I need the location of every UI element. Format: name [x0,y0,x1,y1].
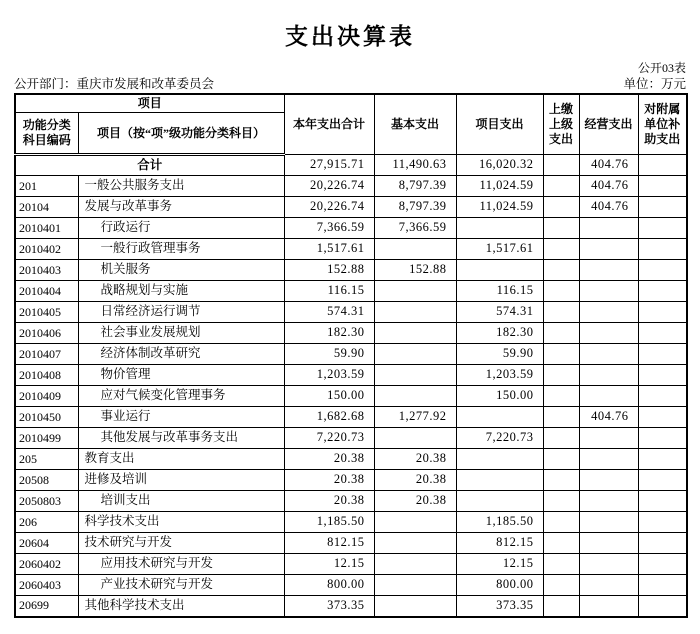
item-name-cell: 应用技术研究与开发 [78,554,284,575]
basic-expenditure-cell [374,323,456,344]
item-name-cell: 行政运行 [78,218,284,239]
project-expenditure-cell: 812.15 [456,533,543,554]
table-row [15,218,687,239]
subsidy-expenditure-cell [638,386,687,407]
operating-expenditure-cell [579,554,638,575]
project-expenditure-cell [456,407,543,428]
upper-level-expenditure-cell [543,260,579,281]
project-expenditure-cell [456,449,543,470]
table-row [15,260,687,281]
project-expenditure-cell: 1,185.50 [456,512,543,533]
subsidy-expenditure-cell [638,344,687,365]
item-name-cell: 其他科学技术支出 [78,596,284,617]
subsidy-expenditure-cell [638,260,687,281]
table-row [15,344,687,365]
basic-expenditure-cell [374,386,456,407]
total-expenditure-cell: 373.35 [284,596,374,617]
basic-expenditure-cell [374,512,456,533]
basic-expenditure-cell [374,554,456,575]
function-code-cell: 2010409 [15,386,78,407]
upper-level-expenditure-cell [543,470,579,491]
table-row [15,176,687,197]
function-code-cell: 201 [15,176,78,197]
department-label: 公开部门：重庆市发展和改革委员会 [14,77,215,91]
table-row [15,470,687,491]
operating-expenditure-cell [579,365,638,386]
table-row [15,596,687,617]
item-name-cell: 技术研究与开发 [78,533,284,554]
operating-expenditure-cell [579,449,638,470]
table-row [15,302,687,323]
function-code-cell: 2010406 [15,323,78,344]
total-expenditure-cell: 150.00 [284,386,374,407]
operating-expenditure-cell [579,533,638,554]
upper-level-expenditure-cell [543,491,579,512]
total-expenditure-cell: 152.88 [284,260,374,281]
operating-expenditure-cell [579,323,638,344]
upper-level-expenditure-cell [543,575,579,596]
table-row [15,491,687,512]
page-title: 支出决算表 [285,24,415,49]
basic-expenditure-cell [374,281,456,302]
subsidy-expenditure-cell [638,281,687,302]
table-row [15,554,687,575]
item-name-cell: 进修及培训 [78,470,284,491]
project-expenditure-cell: 59.90 [456,344,543,365]
operating-expenditure-cell [579,470,638,491]
operating-expenditure-cell [579,239,638,260]
function-code-cell: 2010405 [15,302,78,323]
upper-level-expenditure-cell [543,596,579,617]
item-name-cell: 其他发展与改革事务支出 [78,428,284,449]
total-expenditure-cell: 7,366.59 [284,218,374,239]
total-expenditure-cell: 20,226.74 [284,176,374,197]
project-expenditure-cell [456,491,543,512]
function-code-cell: 2050803 [15,491,78,512]
basic-expenditure-cell [374,239,456,260]
subsidy-expenditure-cell [638,512,687,533]
table-row [15,428,687,449]
total-expenditure-cell: 1,682.68 [284,407,374,428]
item-name-cell: 应对气候变化管理事务 [78,386,284,407]
item-name-cell: 一般公共服务支出 [78,176,284,197]
header-project-group: 项目 [15,94,284,113]
function-code-cell: 2060402 [15,554,78,575]
table-row [15,281,687,302]
item-name-cell: 日常经济运行调节 [78,302,284,323]
subsidy-expenditure-cell [638,533,687,554]
total-expenditure-cell: 116.15 [284,281,374,302]
project-expenditure-cell: 12.15 [456,554,543,575]
subsidy-expenditure-cell [638,407,687,428]
table-row [15,323,687,344]
operating-expenditure-cell [579,575,638,596]
upper-level-expenditure-cell [543,281,579,302]
subsidy-expenditure-cell [638,365,687,386]
function-code-cell: 2010450 [15,407,78,428]
operating-expenditure-cell [579,260,638,281]
upper-level-expenditure-cell [543,302,579,323]
upper-level-expenditure-cell [543,218,579,239]
project-expenditure-cell [456,260,543,281]
upper-level-expenditure-cell [543,386,579,407]
total-label: 合计 [15,155,284,176]
total-expenditure-cell: 7,220.73 [284,428,374,449]
project-expenditure-cell: 574.31 [456,302,543,323]
operating-expenditure-cell [579,281,638,302]
upper-level-expenditure-cell [543,239,579,260]
table-row [15,407,687,428]
subsidy-expenditure-cell [638,470,687,491]
total-expenditure-cell: 812.15 [284,533,374,554]
item-name-cell: 科学技术支出 [78,512,284,533]
header-item-name: 项目（按“项”级功能分类科目） [78,113,284,155]
function-code-cell: 2060403 [15,575,78,596]
table-row [15,449,687,470]
total-expenditure-cell: 20,226.74 [284,197,374,218]
function-code-cell: 2010408 [15,365,78,386]
function-code-cell: 2010403 [15,260,78,281]
project-expenditure-cell: 116.15 [456,281,543,302]
total-expenditure-cell: 1,203.59 [284,365,374,386]
table-body [15,155,687,617]
function-code-cell: 20104 [15,197,78,218]
subsidy-expenditure-cell [638,197,687,218]
project-expenditure-cell: 373.35 [456,596,543,617]
basic-expenditure-cell: 7,366.59 [374,218,456,239]
basic-expenditure-cell [374,302,456,323]
basic-expenditure-cell [374,365,456,386]
upper-level-expenditure-cell [543,176,579,197]
project-expenditure-cell: 800.00 [456,575,543,596]
total-row [15,155,687,176]
function-code-cell: 20604 [15,533,78,554]
item-name-cell: 社会事业发展规划 [78,323,284,344]
upper-level-expenditure-cell [543,197,579,218]
total-expenditure-cell: 20.38 [284,470,374,491]
item-name-cell: 产业技术研究与开发 [78,575,284,596]
basic-expenditure-cell [374,533,456,554]
basic-expenditure-cell [374,596,456,617]
basic-expenditure-cell: 8,797.39 [374,197,456,218]
operating-expenditure-cell [579,344,638,365]
total-upper [543,155,579,176]
function-code-cell: 20699 [15,596,78,617]
upper-level-expenditure-cell [543,449,579,470]
basic-expenditure-cell: 20.38 [374,449,456,470]
upper-level-expenditure-cell [543,344,579,365]
subsidy-expenditure-cell [638,596,687,617]
total-operating: 404.76 [579,155,638,176]
project-expenditure-cell: 1,203.59 [456,365,543,386]
subsidy-expenditure-cell [638,323,687,344]
operating-expenditure-cell [579,386,638,407]
subsidy-expenditure-cell [638,239,687,260]
upper-level-expenditure-cell [543,365,579,386]
item-name-cell: 机关服务 [78,260,284,281]
upper-level-expenditure-cell [543,323,579,344]
table-row [15,197,687,218]
table-code: 公开03表 [637,61,686,75]
table-row [15,533,687,554]
function-code-cell: 20508 [15,470,78,491]
total-expenditure-cell: 1,185.50 [284,512,374,533]
function-code-cell: 205 [15,449,78,470]
header-subsidy-expenditure: 对附属单位补助支出 [638,94,687,155]
project-expenditure-cell [456,470,543,491]
total-expenditure-cell: 800.00 [284,575,374,596]
project-expenditure-cell: 1,517.61 [456,239,543,260]
header-function-code: 功能分类科目编码 [15,113,78,155]
basic-expenditure-cell: 152.88 [374,260,456,281]
project-expenditure-cell [456,218,543,239]
subsidy-expenditure-cell [638,302,687,323]
project-expenditure-cell: 182.30 [456,323,543,344]
item-name-cell: 培训支出 [78,491,284,512]
table-row [15,386,687,407]
project-expenditure-cell: 7,220.73 [456,428,543,449]
function-code-cell: 2010407 [15,344,78,365]
table-header [15,94,687,155]
basic-expenditure-cell: 1,277.92 [374,407,456,428]
function-code-cell: 206 [15,512,78,533]
basic-expenditure-cell [374,428,456,449]
total-basic: 11,490.63 [374,155,456,176]
project-expenditure-cell: 11,024.59 [456,197,543,218]
basic-expenditure-cell [374,344,456,365]
subsidy-expenditure-cell [638,428,687,449]
total-project: 16,020.32 [456,155,543,176]
upper-level-expenditure-cell [543,428,579,449]
function-code-cell: 2010499 [15,428,78,449]
meta-line [14,76,686,92]
basic-expenditure-cell [374,575,456,596]
operating-expenditure-cell: 404.76 [579,407,638,428]
operating-expenditure-cell [579,596,638,617]
total-expenditure-cell: 12.15 [284,554,374,575]
total-total: 27,915.71 [284,155,374,176]
operating-expenditure-cell [579,218,638,239]
item-name-cell: 战略规划与实施 [78,281,284,302]
item-name-cell: 发展与改革事务 [78,197,284,218]
total-expenditure-cell: 1,517.61 [284,239,374,260]
header-basic-expenditure: 基本支出 [374,94,456,155]
basic-expenditure-cell: 20.38 [374,491,456,512]
basic-expenditure-cell: 8,797.39 [374,176,456,197]
table-row [15,365,687,386]
function-code-cell: 2010401 [15,218,78,239]
operating-expenditure-cell [579,428,638,449]
subsidy-expenditure-cell [638,176,687,197]
header-upper-level-expenditure: 上缴上级支出 [543,94,579,155]
subsidy-expenditure-cell [638,575,687,596]
upper-level-expenditure-cell [543,407,579,428]
project-expenditure-cell: 150.00 [456,386,543,407]
total-expenditure-cell: 20.38 [284,491,374,512]
total-expenditure-cell: 574.31 [284,302,374,323]
expenditure-table [14,93,688,618]
upper-level-expenditure-cell [543,512,579,533]
item-name-cell: 物价管理 [78,365,284,386]
header-row-group [15,94,687,113]
operating-expenditure-cell [579,512,638,533]
operating-expenditure-cell: 404.76 [579,197,638,218]
total-expenditure-cell: 59.90 [284,344,374,365]
subsidy-expenditure-cell [638,491,687,512]
total-subsidy [638,155,687,176]
item-name-cell: 事业运行 [78,407,284,428]
table-row [15,512,687,533]
operating-expenditure-cell [579,491,638,512]
function-code-cell: 2010404 [15,281,78,302]
item-name-cell: 一般行政管理事务 [78,239,284,260]
table-row [15,239,687,260]
item-name-cell: 教育支出 [78,449,284,470]
subsidy-expenditure-cell [638,554,687,575]
unit-label: 单位：万元 [623,77,686,91]
header-operating-expenditure: 经营支出 [579,94,638,155]
operating-expenditure-cell: 404.76 [579,176,638,197]
upper-level-expenditure-cell [543,533,579,554]
total-expenditure-cell: 20.38 [284,449,374,470]
function-code-cell: 2010402 [15,239,78,260]
header-project-expenditure: 项目支出 [456,94,543,155]
subsidy-expenditure-cell [638,449,687,470]
operating-expenditure-cell [579,302,638,323]
basic-expenditure-cell: 20.38 [374,470,456,491]
subsidy-expenditure-cell [638,218,687,239]
item-name-cell: 经济体制改革研究 [78,344,284,365]
table-row [15,575,687,596]
header-total-expenditure: 本年支出合计 [284,94,374,155]
total-expenditure-cell: 182.30 [284,323,374,344]
upper-level-expenditure-cell [543,554,579,575]
project-expenditure-cell: 11,024.59 [456,176,543,197]
